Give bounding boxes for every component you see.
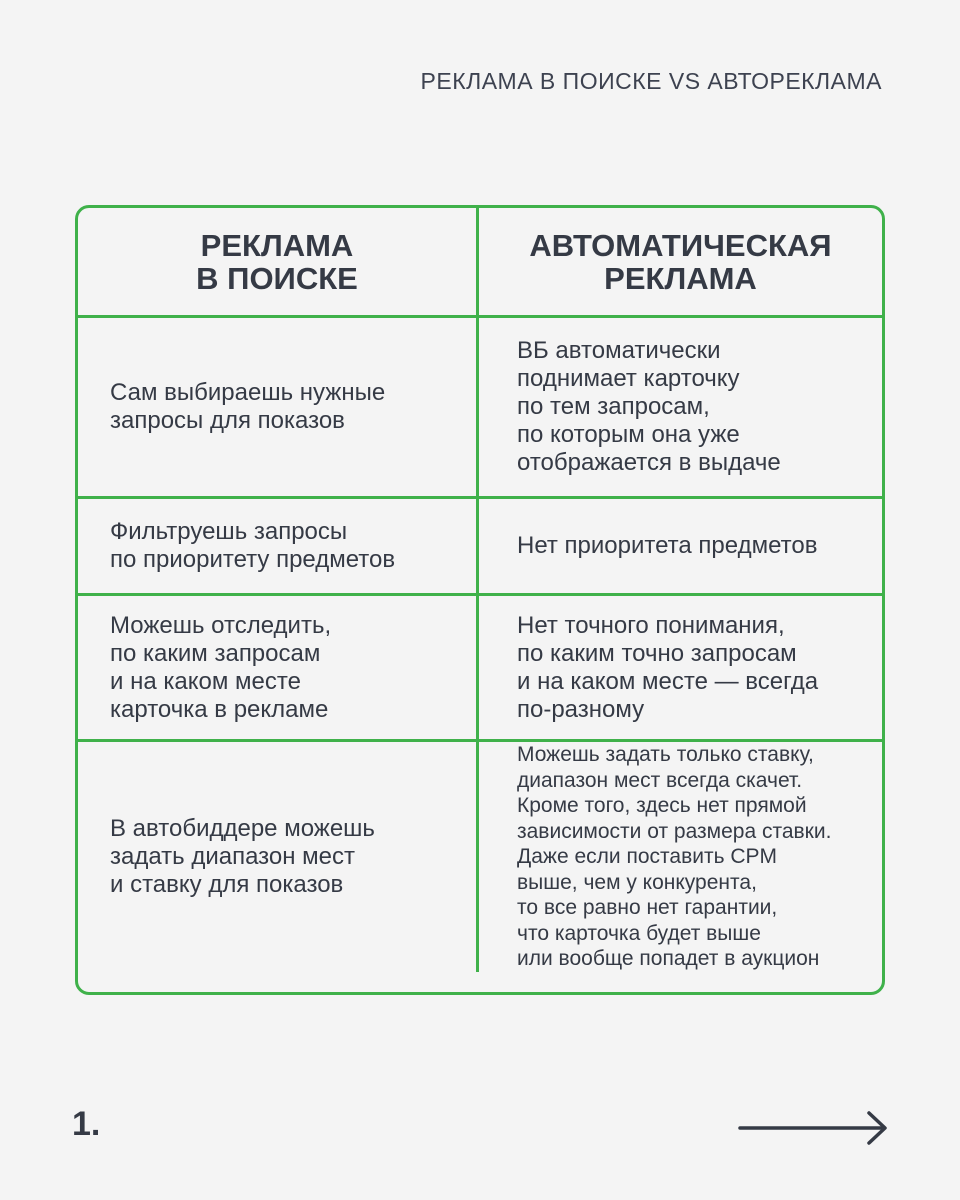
table-cell-right: Нет точного понимания, по каким точно запросам и на каком месте — всегда по-разному [517,611,819,723]
comparison-table [75,205,885,995]
column-header-auto-ads: АВТОМАТИЧЕСКАЯ РЕКЛАМА [529,227,832,296]
page-header-title: РЕКЛАМА В ПОИСКЕ VS АВТОРЕКЛАМА [420,68,882,94]
table-cell-left: Фильтруешь запросы по приоритету предметов [78,499,479,593]
table-cell-left: Можешь отследить, по каким запросам и на каком месте карточка в рекламе [78,596,479,739]
arrow-right-icon[interactable] [738,1108,890,1153]
table-cell-left: Сам выбираешь нужные запросы для показов [78,318,479,496]
table-cell-right: ВБ автоматически поднимает карточку по тем запросам, по которым она уже отображается в выдаче [517,337,781,476]
table-cell-right: Нет приоритета предметов [517,532,818,559]
table-cell-left: В автобиддере можешь задать диапазон мест и ставку для показов [78,742,479,972]
column-header-search-ads: РЕКЛАМА В ПОИСКЕ [78,208,479,315]
table-row [78,596,882,742]
table-row [78,499,882,596]
page-number: 1. [72,1105,101,1143]
table-row [78,742,882,972]
table-header-row [78,208,882,318]
table-cell-right: Можешь задать только ставку, диапазон мест всегда скачет. Кроме того, здесь нет прямой зависимости от размера ставки. Даже если поставить CPM выше, чем у конкурента, то все равно нет гарантии, что карточка будет выше или вообще попадет в аукцион [517,743,832,970]
table-row [78,318,882,499]
